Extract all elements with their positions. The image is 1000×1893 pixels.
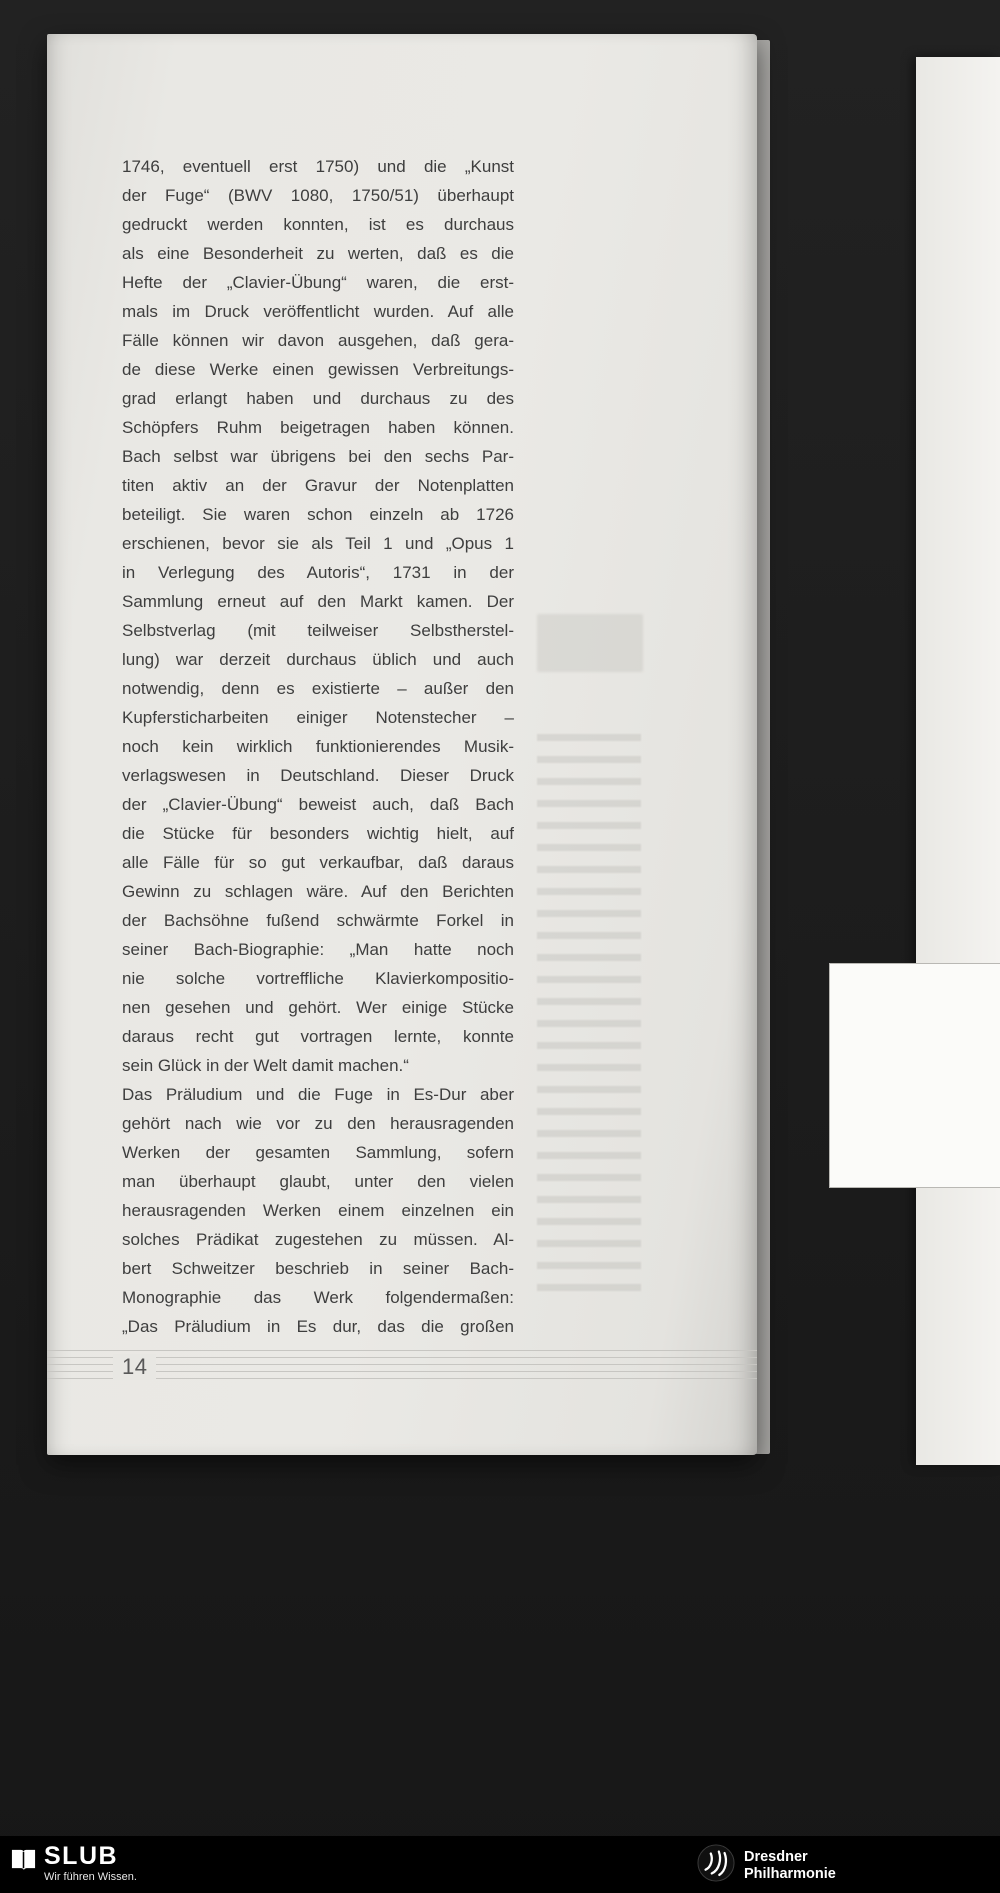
text-line: verlagswesen in Deutschland. Dieser Druck: [122, 766, 514, 785]
text-line: solches Prädikat zugestehen zu müssen. Al-: [122, 1230, 514, 1249]
text-line: Fälle können wir davon ausgehen, daß gera-: [122, 331, 514, 350]
philharmonie-icon: [697, 1844, 735, 1887]
slub-tagline: Wir führen Wissen.: [44, 1871, 137, 1883]
philharmonie-text: [744, 1849, 836, 1883]
slub-wordmark: SLUB: [44, 1842, 119, 1870]
footer-bar: [0, 1836, 1000, 1893]
text-line: herausragenden Werken einem einzelnen ein: [122, 1201, 514, 1220]
text-line: Hefte der „Clavier-Übung“ waren, die erst-: [122, 273, 514, 292]
showthrough-image: [537, 614, 643, 672]
text-line: Selbstverlag (mit teilweiser Selbstherstel-: [122, 621, 514, 640]
text-line: Werken der gesamten Sammlung, sofern: [122, 1143, 514, 1162]
text-line: Kupfersticharbeiten einiger Notenstecher –: [122, 708, 514, 727]
text-line: lung) war derzeit durchaus üblich und auch: [122, 650, 514, 669]
slub-text: [44, 1843, 137, 1883]
text-line: gedruckt werden konnten, ist es durchaus: [122, 215, 514, 234]
page-number: 14: [113, 1354, 156, 1380]
text-line: nie solche vortreffliche Klavierkompositio-: [122, 969, 514, 988]
text-line: Bach selbst war übrigens bei den sechs Par-: [122, 447, 514, 466]
text-line: Das Präludium und die Fuge in Es-Dur aber: [122, 1085, 514, 1104]
text-line: erschienen, bevor sie als Teil 1 und „Opus 1: [122, 534, 514, 553]
philharmonie-name-line1: Dresdner: [744, 1848, 808, 1865]
text-line: alle Fälle für so gut verkaufbar, daß daraus: [122, 853, 514, 872]
showthrough-text: [537, 734, 641, 1300]
text-line: mals im Druck veröffentlicht wurden. Auf alle: [122, 302, 514, 321]
text-line: in Verlegung des Autoris“, 1731 in der: [122, 563, 514, 582]
text-line: gehört nach wie vor zu den herausragenden: [122, 1114, 514, 1133]
text-line: seiner Bach-Biographie: „Man hatte noch: [122, 940, 514, 959]
text-line: der Bachsöhne fußend schwärmte Forkel in: [122, 911, 514, 930]
text-line: Gewinn zu schlagen wäre. Auf den Berichten: [122, 882, 514, 901]
text-line: Monographie das Werk folgendermaßen:: [122, 1288, 514, 1307]
text-line: daraus recht gut vortragen lernte, konnte: [122, 1027, 514, 1046]
text-line: noch kein wirklich funktionierendes Musik-: [122, 737, 514, 756]
text-line: nen gesehen und gehört. Wer einige Stücke: [122, 998, 514, 1017]
slub-logo: [10, 1843, 137, 1883]
text-line: 1746, eventuell erst 1750) und die „Kunst: [122, 157, 514, 176]
text-line: Sammlung erneut auf den Markt kamen. Der: [122, 592, 514, 611]
text-column: [122, 152, 514, 1341]
scanned-page: [47, 34, 757, 1455]
text-line: beteiligt. Sie waren schon einzeln ab 1726: [122, 505, 514, 524]
text-line: der „Clavier-Übung“ beweist auch, daß Bach: [122, 795, 514, 814]
staff-line: [47, 1350, 757, 1351]
philharmonie-name-line2: Philharmonie: [744, 1865, 836, 1882]
text-line: titen aktiv an der Gravur der Notenplatten: [122, 476, 514, 495]
next-page-edge: [916, 57, 1000, 1465]
text-line: bert Schweitzer beschrieb in seiner Bach-: [122, 1259, 514, 1278]
text-line: sein Glück in der Welt damit machen.“: [122, 1056, 409, 1075]
book-icon: [10, 1846, 37, 1878]
text-line: grad erlangt haben und durchaus zu des: [122, 389, 514, 408]
text-line: als eine Besonderheit zu werten, daß es die: [122, 244, 514, 263]
text-line: de diese Werke einen gewissen Verbreitungs-: [122, 360, 514, 379]
text-line: Schöpfers Ruhm beigetragen haben können.: [122, 418, 514, 437]
next-page-plate: [829, 963, 1000, 1188]
text-line: man überhaupt glaubt, unter den vielen: [122, 1172, 514, 1191]
text-line: der Fuge“ (BWV 1080, 1750/51) überhaupt: [122, 186, 514, 205]
text-line: „Das Präludium in Es dur, das die großen: [122, 1317, 514, 1336]
text-line: die Stücke für besonders wichtig hielt, auf: [122, 824, 514, 843]
text-line: notwendig, denn es existierte – außer den: [122, 679, 514, 698]
philharmonie-logo: [697, 1844, 836, 1887]
